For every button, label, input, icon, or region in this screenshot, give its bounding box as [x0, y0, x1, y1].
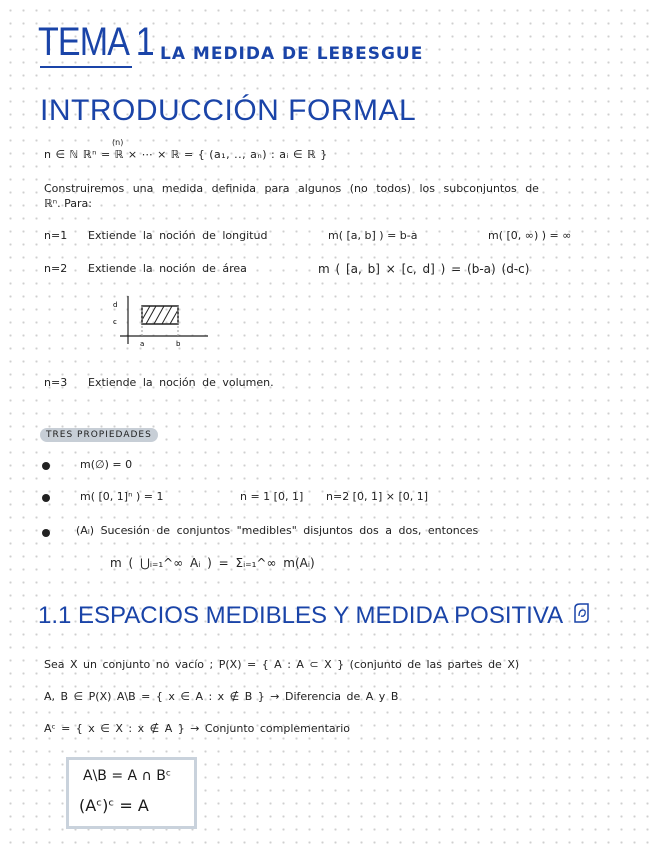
box-formula-2: (Aᶜ)ᶜ = A	[79, 796, 149, 815]
sec11-line2: A, B ∈ P(X) A\B = { x ∈ A : x ∉ B } → Diferencia de A y B	[44, 690, 399, 703]
n1-formula-infinite: m( [0, ∞) ) = ∞	[488, 229, 572, 242]
rectangle-diagram	[108, 292, 212, 350]
property-1: m(∅) = 0	[80, 458, 133, 471]
properties-tag: TRES PROPIEDADES	[40, 428, 158, 442]
n1-label: n=1	[44, 229, 68, 242]
property-2: m( [0, 1]ⁿ ) = 1	[80, 490, 164, 503]
tema-subtitle: LA MEDIDA DE LEBESGUE	[160, 44, 424, 64]
formula-box	[66, 757, 197, 829]
n2-label: n=2	[44, 262, 68, 275]
bullet-2	[42, 494, 50, 502]
n2-text: Extiende la noción de área	[88, 262, 247, 275]
tema-underline	[40, 66, 132, 68]
property-3: (Aᵢ) Sucesión de conjuntos "medibles" disjuntos dos a dos, entonces	[76, 524, 479, 537]
n3-label: n=3	[44, 376, 68, 389]
fig-label-d: d	[113, 301, 118, 309]
box-formula-1: A\B = A ∩ Bᶜ	[83, 768, 172, 784]
bullet-3	[42, 529, 50, 537]
property-3-formula: m ( ⋃ᵢ₌₁^∞ Aᵢ ) = Σᵢ₌₁^∞ m(Aᵢ)	[110, 556, 315, 570]
fig-label-b: b	[176, 340, 181, 348]
property-2-n1: n = 1 [0, 1]	[240, 490, 304, 503]
property-2-n2: n=2 [0, 1] × [0, 1]	[326, 490, 429, 503]
section-1-1-heading	[38, 602, 592, 631]
spiral-doodle-icon	[572, 602, 592, 631]
sec11-line3: Aᶜ = { x ∈ X : x ∉ A } → Conjunto complementario	[44, 722, 350, 735]
intro-paragraph-line2: ℝⁿ. Para:	[44, 197, 92, 210]
bullet-1	[42, 462, 50, 470]
n-superscript: (n)	[112, 138, 124, 147]
fig-label-a: a	[140, 340, 145, 348]
n1-formula-interval: m( [a, b] ) = b-a	[328, 229, 418, 242]
intro-heading: INTRODUCCIÓN FORMAL	[40, 94, 417, 127]
n1-text: Extiende la noción de longitud	[88, 229, 268, 242]
tema-title: TEMA 1	[38, 20, 154, 64]
section-1-1-title: 1.1 ESPACIOS MEDIBLES Y MEDIDA POSITIVA	[38, 602, 562, 629]
n2-formula: m ( [a, b] × [c, d] ) = (b-a) (d-c)	[318, 262, 530, 276]
fig-label-c: c	[113, 318, 117, 326]
rn-definition: n ∈ ℕ ℝⁿ = ℝ × ⋯ × ℝ = { (a₁, .., aₙ) : aᵢ ∈ ℝ }	[44, 148, 328, 161]
intro-paragraph-line1: Construiremos una medida definida para algunos (no todos) los subconjuntos de	[44, 182, 539, 195]
sec11-line1: Sea X un conjunto no vacío ; P(X) = { A : A ⊂ X } (conjunto de las partes de X)	[44, 658, 520, 671]
n3-text: Extiende la noción de volumen.	[88, 376, 274, 389]
